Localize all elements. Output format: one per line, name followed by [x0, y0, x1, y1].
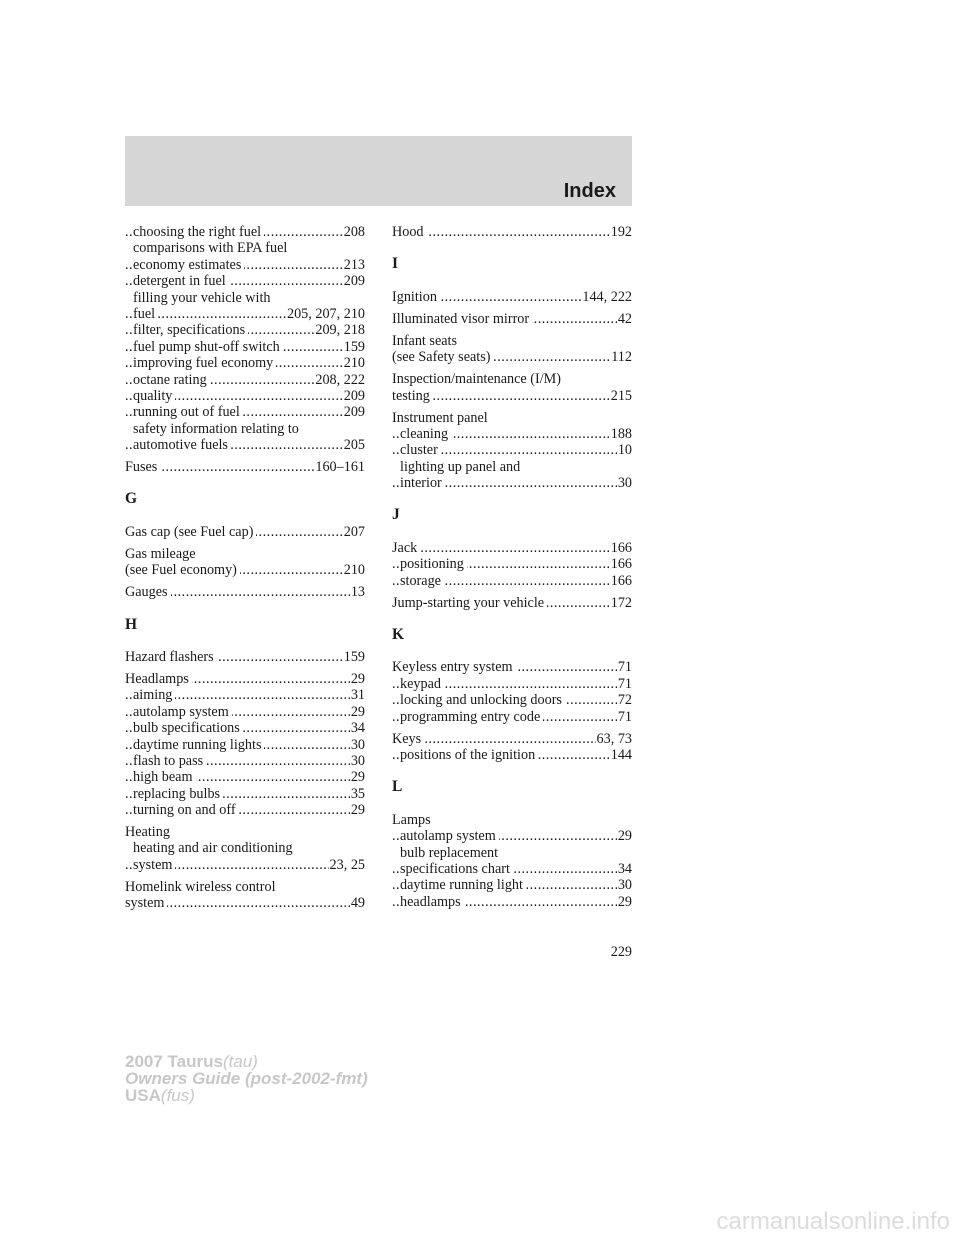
- entry-page-ref: 49: [350, 895, 365, 912]
- entry-label: Homelink wireless control: [125, 879, 279, 895]
- spacer: [392, 273, 632, 289]
- spacer: [392, 524, 632, 540]
- entry-label: Hazard flashers: [125, 649, 217, 665]
- entry-page-ref: 34: [617, 860, 632, 877]
- entry-page-ref: 29: [617, 828, 632, 845]
- entry-page-ref: 29: [350, 802, 365, 819]
- footer-line-2: [125, 1070, 368, 1087]
- index-text: [392, 812, 632, 828]
- index-entry: [125, 753, 365, 769]
- entry-label: turning on and off: [133, 802, 239, 818]
- spacer: [392, 763, 632, 779]
- section-letter: G: [125, 490, 138, 508]
- index-entry: [125, 388, 365, 404]
- section-letter: J: [392, 506, 400, 524]
- entry-label: (see Safety seats): [392, 349, 493, 365]
- entry-label: Keyless entry system: [392, 659, 516, 675]
- entry-label: Infant seats: [392, 333, 460, 349]
- entry-page-ref: 166: [610, 572, 632, 589]
- entry-label: Illuminated visor mirror: [392, 311, 532, 327]
- index-entry: [125, 584, 365, 600]
- index-entry: [392, 388, 632, 404]
- index-entry: [392, 311, 632, 327]
- entry-page-ref: 30: [350, 752, 365, 769]
- index-entry: [392, 828, 632, 844]
- index-entry: [392, 289, 632, 305]
- entry-label: system: [133, 857, 175, 873]
- entry-label: aiming: [133, 687, 175, 703]
- entry-label: system: [125, 895, 167, 911]
- entry-label: Lamps: [392, 812, 434, 828]
- index-entry: [125, 857, 365, 873]
- index-entry: [392, 426, 632, 442]
- index-text: [392, 845, 632, 861]
- header-band: [125, 136, 632, 206]
- index-column-left: [125, 224, 365, 912]
- entry-page-ref: 31: [350, 687, 365, 704]
- index-entry: [392, 349, 632, 365]
- entry-label: positioning: [400, 556, 467, 572]
- footer-model-code: (tau): [222, 1052, 258, 1071]
- entry-page-ref: 71: [617, 708, 632, 725]
- entry-label: fuel pump shut-off switch: [133, 339, 283, 355]
- entry-label: Gauges: [125, 584, 171, 600]
- index-text: [125, 879, 365, 895]
- entry-page-ref: 29: [617, 893, 632, 910]
- index-entry: [125, 437, 365, 453]
- entry-label: Fuses: [125, 459, 160, 475]
- index-text: [125, 290, 365, 306]
- index-entry: [392, 731, 632, 747]
- entry-label: autolamp system: [400, 828, 499, 844]
- index-entry: [125, 562, 365, 578]
- entry-label: choosing the right fuel: [133, 224, 264, 240]
- entry-page-ref: 209: [343, 273, 365, 290]
- index-entry: [392, 224, 632, 240]
- entry-label: filling your vehicle with: [133, 290, 274, 306]
- spacer: [125, 601, 365, 617]
- spacer: [392, 611, 632, 627]
- spacer: [125, 633, 365, 649]
- index-entry: [392, 540, 632, 556]
- entry-page-ref: 144: [610, 746, 632, 763]
- entry-label: fuel: [133, 306, 158, 322]
- entry-page-ref: 144, 222: [582, 288, 632, 305]
- entry-label: Keys: [392, 731, 424, 747]
- spacer: [392, 643, 632, 659]
- index-entry: [125, 687, 365, 703]
- index-entry: [125, 257, 365, 273]
- entry-label: interior: [400, 475, 445, 491]
- index-text: [392, 333, 632, 349]
- section-letter: H: [125, 615, 138, 633]
- footer-model: 2007 Taurus: [125, 1052, 223, 1071]
- entry-label: Inspection/maintenance (I/M): [392, 371, 564, 387]
- entry-page-ref: 112: [611, 349, 632, 366]
- index-entry: [392, 861, 632, 877]
- entry-label: lighting up panel and: [400, 459, 523, 475]
- entry-label: filter, specifications: [133, 322, 248, 338]
- index-entry: [392, 442, 632, 458]
- entry-label: Gas cap (see Fuel cap): [125, 524, 256, 540]
- entry-label: positions of the ignition: [400, 747, 538, 763]
- index-text: [392, 459, 632, 475]
- index-text: [125, 421, 365, 437]
- entry-page-ref: 13: [350, 584, 365, 601]
- entry-page-ref: 207: [343, 523, 365, 540]
- entry-page-ref: 30: [617, 877, 632, 894]
- entry-page-ref: 71: [617, 675, 632, 692]
- index-entry: [125, 649, 365, 665]
- entry-label: Jack: [392, 540, 420, 556]
- entry-page-ref: 213: [343, 256, 365, 273]
- index-entry: [125, 404, 365, 420]
- entry-label: testing: [392, 388, 433, 404]
- index-entry: [392, 475, 632, 491]
- index-entry: [392, 659, 632, 675]
- entry-label: autolamp system: [133, 704, 232, 720]
- footer-line-1: [125, 1053, 368, 1070]
- entry-label: comparisons with EPA fuel: [133, 240, 290, 256]
- section-letter: L: [392, 778, 403, 796]
- index-text: [125, 824, 365, 840]
- section-letter: I: [392, 255, 399, 273]
- index-entry: [392, 709, 632, 725]
- entry-page-ref: 29: [350, 670, 365, 687]
- index-entry: [392, 747, 632, 763]
- entry-page-ref: 63, 73: [596, 730, 632, 747]
- entry-label: Heating: [125, 824, 173, 840]
- entry-label: detergent in fuel: [133, 273, 229, 289]
- footer-market: USA: [125, 1086, 161, 1106]
- entry-label: bulb specifications: [133, 720, 243, 736]
- entry-page-ref: 210: [343, 562, 365, 579]
- index-text: [392, 371, 632, 387]
- index-entry: [125, 704, 365, 720]
- entry-page-ref: 166: [610, 539, 632, 556]
- entry-label: automotive fuels: [133, 437, 231, 453]
- index-entry: [392, 894, 632, 910]
- index-column-right: [392, 224, 632, 910]
- watermark: carmanualsonline.info: [716, 1208, 950, 1235]
- entry-label: cleaning: [400, 426, 451, 442]
- entry-label: Hood: [392, 224, 427, 240]
- entry-label: heating and air conditioning: [133, 840, 296, 856]
- entry-page-ref: 29: [350, 769, 365, 786]
- entry-label: Jump-starting your vehicle: [392, 595, 547, 611]
- index-entry: [125, 372, 365, 388]
- entry-page-ref: 160–161: [315, 459, 365, 476]
- entry-label: Gas mileage: [125, 546, 199, 562]
- entry-label: daytime running lights: [133, 737, 264, 753]
- entry-page-ref: 209, 218: [315, 322, 365, 339]
- entry-label: economy estimates: [133, 257, 244, 273]
- entry-page-ref: 210: [343, 355, 365, 372]
- entry-label: flash to pass: [133, 753, 206, 769]
- footer-line-3: [125, 1087, 368, 1104]
- entry-page-ref: 72: [617, 692, 632, 709]
- page-number: 229: [610, 944, 632, 960]
- index-entry: [125, 769, 365, 785]
- index-entry: [125, 786, 365, 802]
- index-entry: [125, 895, 365, 911]
- footer-market-code: (fus): [160, 1086, 195, 1106]
- entry-page-ref: 208: [343, 224, 365, 240]
- entry-label: running out of fuel: [133, 404, 243, 420]
- entry-label: locking and unlocking doors: [400, 692, 565, 708]
- entry-label: specifications chart: [400, 861, 513, 877]
- entry-page-ref: 159: [343, 338, 365, 355]
- index-entry: [125, 273, 365, 289]
- index-entry: [392, 877, 632, 893]
- section-letter: K: [392, 626, 405, 643]
- index-entry: [125, 737, 365, 753]
- entry-label: storage: [400, 573, 444, 589]
- entry-label: (see Fuel economy): [125, 562, 240, 578]
- entry-label: programming entry code: [400, 709, 543, 725]
- entry-page-ref: 188: [610, 425, 632, 442]
- spacer: [392, 491, 632, 507]
- entry-label: octane rating: [133, 372, 210, 388]
- index-entry: [125, 671, 365, 687]
- entry-page-ref: 159: [343, 648, 365, 665]
- spacer: [392, 796, 632, 812]
- entry-label: Headlamps: [125, 671, 192, 687]
- entry-label: improving fuel economy: [133, 355, 276, 371]
- entry-page-ref: 10: [617, 442, 632, 459]
- entry-label: safety information relating to: [133, 421, 302, 437]
- index-entry: [125, 459, 365, 475]
- entry-page-ref: 205, 207, 210: [286, 305, 365, 322]
- footer-imprint: [125, 1053, 368, 1105]
- entry-label: quality: [133, 388, 175, 404]
- index-entry: [392, 595, 632, 611]
- entry-page-ref: 208, 222: [315, 371, 365, 388]
- entry-label: keypad: [400, 676, 444, 692]
- entry-label: Instrument panel: [392, 410, 491, 426]
- entry-label: high beam: [133, 769, 196, 785]
- index-entry: [125, 224, 365, 240]
- entry-page-ref: 209: [343, 387, 365, 404]
- spacer: [125, 475, 365, 491]
- index-text: [125, 240, 365, 256]
- footer-guide: Owners Guide (post-2002-fmt): [125, 1069, 368, 1089]
- index-entry: [125, 306, 365, 322]
- index-text: [125, 840, 365, 856]
- entry-page-ref: 192: [610, 224, 632, 240]
- index-entry: [125, 339, 365, 355]
- entry-page-ref: 71: [617, 659, 632, 676]
- entry-page-ref: 172: [610, 594, 632, 611]
- entry-label: replacing bulbs: [133, 786, 223, 802]
- index-entry: [125, 355, 365, 371]
- entry-page-ref: 30: [617, 475, 632, 492]
- spacer: [125, 508, 365, 524]
- entry-page-ref: 205: [343, 437, 365, 454]
- entry-page-ref: 30: [350, 736, 365, 753]
- entry-label: cluster: [400, 442, 441, 458]
- entry-label: headlamps: [400, 894, 464, 910]
- entry-page-ref: 23, 25: [329, 856, 365, 873]
- index-entry: [125, 720, 365, 736]
- index-entry: [125, 802, 365, 818]
- spacer: [392, 240, 632, 256]
- entry-page-ref: 215: [610, 387, 632, 404]
- index-text: [392, 410, 632, 426]
- index-entry: [392, 692, 632, 708]
- entry-label: Ignition: [392, 289, 440, 305]
- entry-page-ref: 35: [350, 785, 365, 802]
- entry-page-ref: 29: [350, 703, 365, 720]
- index-entry: [125, 524, 365, 540]
- index-entry: [125, 322, 365, 338]
- index-entry: [392, 676, 632, 692]
- page-title: Index: [563, 180, 616, 202]
- entry-label: daytime running light: [400, 877, 526, 893]
- index-entry: [392, 573, 632, 589]
- index-text: [125, 546, 365, 562]
- entry-page-ref: 209: [343, 404, 365, 421]
- index-entry: [392, 556, 632, 572]
- entry-page-ref: 34: [350, 720, 365, 737]
- entry-label: bulb replacement: [400, 845, 501, 861]
- entry-page-ref: 42: [617, 310, 632, 327]
- entry-page-ref: 166: [610, 556, 632, 573]
